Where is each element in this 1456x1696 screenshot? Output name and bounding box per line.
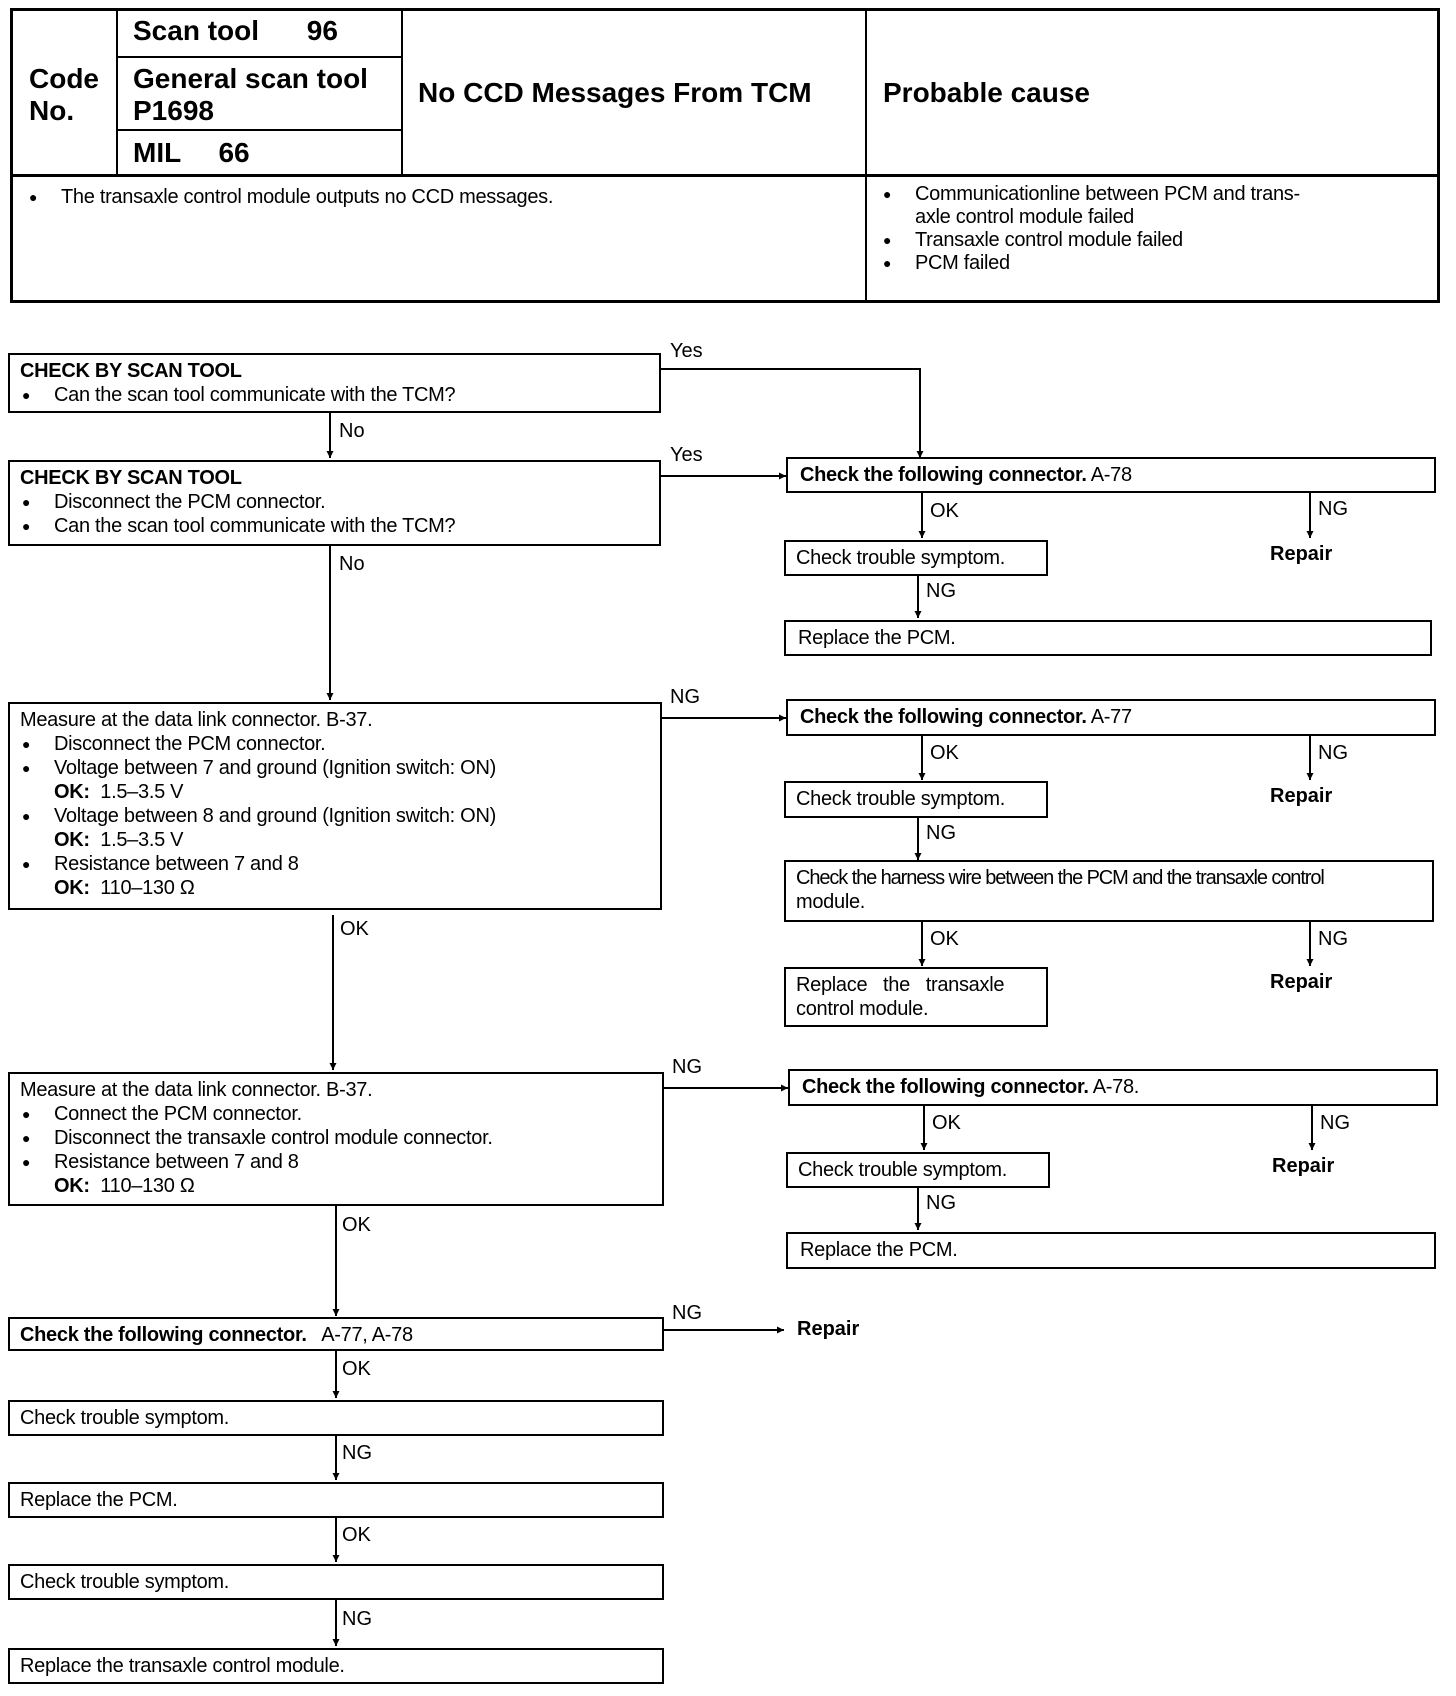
ng-label: NG bbox=[1318, 498, 1348, 520]
step-title: Measure at the data link connector. B-37. bbox=[20, 1079, 373, 1101]
divider bbox=[116, 11, 118, 174]
ok-label: OK bbox=[342, 1524, 371, 1546]
ok-label: OK bbox=[342, 1358, 371, 1380]
step-check-trouble-symptom: Check trouble symptom. bbox=[8, 1564, 664, 1600]
probable-cause-list bbox=[881, 183, 1300, 275]
ng-label: NG bbox=[672, 1302, 702, 1324]
step-item: ● Resistance between 7 and 8 bbox=[20, 1150, 652, 1174]
ng-label: NG bbox=[1320, 1112, 1350, 1134]
ng-label: NG bbox=[1318, 742, 1348, 764]
branch-c-check-connector bbox=[788, 1069, 1438, 1106]
ok-spec: OK: 110–130 Ω bbox=[54, 1175, 195, 1197]
branch-a-check-connector bbox=[786, 457, 1436, 493]
code-number-label: Code No. bbox=[29, 63, 99, 126]
divider bbox=[13, 174, 1437, 177]
ok-spec: OK: 110–130 Ω bbox=[54, 877, 195, 899]
ng-label: NG bbox=[672, 1056, 702, 1078]
repair-result: Repair bbox=[1272, 1155, 1335, 1177]
scan-tool-code: Scan tool 96 bbox=[133, 15, 338, 46]
probable-cause-label: Probable cause bbox=[883, 77, 1090, 108]
cause-item: ● Transaxle control module failed bbox=[881, 229, 1300, 252]
step-title: CHECK BY SCAN TOOL bbox=[20, 467, 242, 489]
ok-label: OK bbox=[342, 1214, 371, 1236]
ng-label: NG bbox=[926, 580, 956, 602]
ok-label: OK bbox=[340, 918, 369, 940]
step-check-connector-a77-a78 bbox=[8, 1317, 664, 1351]
step-item: ● Can the scan tool communicate with the TCM? bbox=[20, 383, 649, 407]
ng-label: NG bbox=[342, 1608, 372, 1630]
ng-label: NG bbox=[1318, 928, 1348, 950]
connector-ref: A-78 bbox=[1090, 464, 1132, 486]
divider bbox=[116, 56, 403, 58]
repair-result: Repair bbox=[1270, 785, 1333, 807]
branch-b-check-symptom: Check trouble symptom. bbox=[784, 781, 1048, 818]
step-measure-dlc-1 bbox=[8, 702, 662, 910]
ok-spec: OK: 1.5–3.5 V bbox=[54, 781, 184, 803]
step-item: ● Disconnect the PCM connector. bbox=[20, 732, 650, 756]
step-title: Check the following connector. bbox=[20, 1324, 307, 1346]
step-replace-tcm: Replace the transaxle control module. bbox=[8, 1648, 664, 1684]
cause-item-cont: axle control module failed bbox=[915, 206, 1134, 228]
step-item: ● Voltage between 7 and ground (Ignition switch: ON) bbox=[20, 756, 650, 780]
no-label: No bbox=[339, 553, 365, 575]
step-title: Check the following connector. bbox=[800, 464, 1087, 486]
step-replace-pcm: Replace the PCM. bbox=[8, 1482, 664, 1518]
ng-label: NG bbox=[926, 1192, 956, 1214]
connector-ref: A-78. bbox=[1092, 1076, 1140, 1098]
cause-item: ● Communicationline between PCM and trans- bbox=[881, 183, 1300, 206]
branch-b-check-harness: Check the harness wire between the PCM and the transaxle control module. bbox=[784, 860, 1434, 922]
step-item: ● Voltage between 8 and ground (Ignition switch: ON) bbox=[20, 804, 650, 828]
step-item: ● Disconnect the PCM connector. bbox=[20, 490, 649, 514]
step-item: ● Can the scan tool communicate with the TCM? bbox=[20, 514, 649, 538]
ok-spec: OK: 1.5–3.5 V bbox=[54, 829, 184, 851]
step-check-scan-tool-2 bbox=[8, 460, 661, 546]
step-check-scan-tool-1 bbox=[8, 353, 661, 413]
step-check-trouble-symptom: Check trouble symptom. bbox=[8, 1400, 664, 1436]
repair-result: Repair bbox=[1270, 971, 1333, 993]
branch-c-check-symptom: Check trouble symptom. bbox=[786, 1152, 1050, 1188]
divider bbox=[401, 11, 403, 174]
mil-code: MIL 66 bbox=[133, 137, 250, 168]
ng-label: NG bbox=[342, 1442, 372, 1464]
dtc-description: ● The transaxle control module outputs no CCD messages. bbox=[27, 185, 553, 209]
repair-result: Repair bbox=[1270, 543, 1333, 565]
no-label: No bbox=[339, 420, 365, 442]
connector-ref: A-77 bbox=[1090, 706, 1132, 728]
connector-ref: A-77, A-78 bbox=[321, 1324, 413, 1346]
step-item: ● Connect the PCM connector. bbox=[20, 1102, 652, 1126]
repair-result: Repair bbox=[797, 1318, 860, 1340]
step-title: Check the following connector. bbox=[802, 1076, 1089, 1098]
branch-b-replace-tcm: Replace the transaxle control module. bbox=[784, 967, 1048, 1027]
branch-c-replace-pcm: Replace the PCM. bbox=[786, 1232, 1436, 1269]
general-scan-tool-code: General scan tool P1698 bbox=[133, 63, 368, 126]
ok-label: OK bbox=[930, 742, 959, 764]
divider bbox=[116, 129, 403, 131]
step-item: ● Resistance between 7 and 8 bbox=[20, 852, 650, 876]
ng-label: NG bbox=[670, 686, 700, 708]
divider bbox=[865, 11, 867, 300]
step-measure-dlc-2 bbox=[8, 1072, 664, 1206]
yes-label: Yes bbox=[670, 444, 703, 466]
ng-label: NG bbox=[926, 822, 956, 844]
ok-label: OK bbox=[930, 928, 959, 950]
step-title: Check the following connector. bbox=[800, 706, 1087, 728]
yes-label: Yes bbox=[670, 340, 703, 362]
cause-item: ● PCM failed bbox=[881, 252, 1300, 275]
dtc-header-table bbox=[10, 8, 1440, 303]
branch-a-replace-pcm: Replace the PCM. bbox=[784, 620, 1432, 656]
dtc-title: No CCD Messages From TCM bbox=[418, 77, 812, 108]
step-title: Measure at the data link connector. B-37. bbox=[20, 709, 373, 731]
ok-label: OK bbox=[930, 500, 959, 522]
step-title: CHECK BY SCAN TOOL bbox=[20, 360, 242, 382]
branch-b-check-connector bbox=[786, 699, 1436, 736]
ok-label: OK bbox=[932, 1112, 961, 1134]
step-item: ● Disconnect the transaxle control module connector. bbox=[20, 1126, 652, 1150]
branch-a-check-symptom: Check trouble symptom. bbox=[784, 540, 1048, 576]
